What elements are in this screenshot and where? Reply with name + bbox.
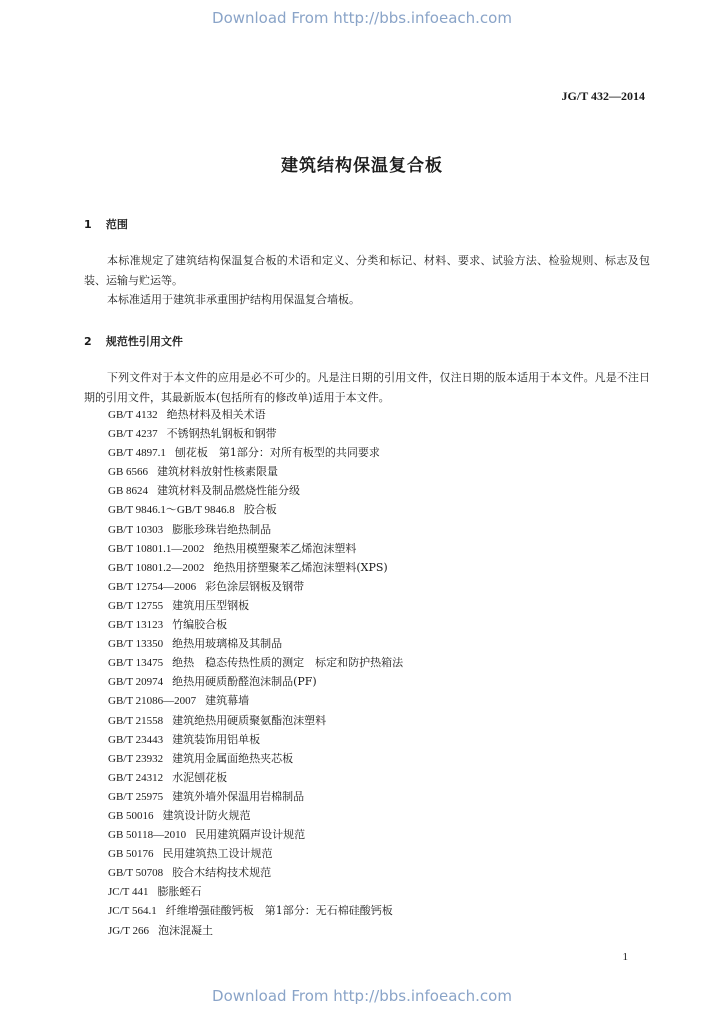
reference-code: GB/T 10801.1—2002	[108, 542, 205, 555]
section-2-heading	[84, 333, 183, 349]
reference-item	[108, 424, 403, 443]
reference-title: 绝热用硬质酚醛泡沫制品(PF)	[172, 675, 317, 689]
reference-code: GB/T 50708	[108, 867, 164, 880]
reference-title: 建筑设计防火规范	[162, 808, 251, 822]
reference-item	[108, 653, 403, 672]
reference-code: GB 50118—2010	[108, 829, 187, 842]
reference-item	[108, 844, 403, 863]
reference-code: GB/T 23443	[108, 733, 164, 746]
normative-references-list	[108, 405, 403, 940]
reference-title: 竹编胶合板	[172, 618, 228, 632]
reference-item	[108, 577, 403, 596]
reference-code: JC/T 564.1	[108, 905, 157, 918]
reference-title: 泡沫混凝土	[158, 923, 214, 937]
reference-item	[108, 806, 403, 825]
reference-code: JG/T 266	[108, 924, 150, 937]
reference-title: 绝热用模塑聚苯乙烯泡沫塑料	[213, 541, 357, 555]
reference-code: GB/T 25975	[108, 790, 164, 803]
section-title: 范围	[105, 218, 128, 231]
document-title: 建筑结构保温复合板	[281, 156, 443, 176]
reference-item	[108, 921, 403, 940]
reference-item	[108, 520, 403, 539]
section-1-heading	[84, 216, 128, 232]
watermark-bottom: Download From http://bbs.infoeach.com	[212, 987, 512, 1005]
reference-item	[108, 901, 403, 920]
reference-code: GB 8624	[108, 485, 149, 498]
reference-code: GB/T 4237	[108, 428, 158, 441]
reference-item	[108, 882, 403, 901]
reference-title: 膨胀蛭石	[157, 885, 202, 899]
reference-code: GB/T 4897.1	[108, 447, 166, 460]
reference-code: GB 6566	[108, 466, 149, 479]
reference-code: GB 50016	[108, 809, 154, 822]
reference-item	[108, 711, 403, 730]
page-number: 1	[622, 951, 628, 963]
section-number: 1	[84, 218, 92, 231]
reference-title: 建筑材料放射性核素限量	[157, 465, 279, 479]
watermark-top: Download From http://bbs.infoeach.com	[212, 9, 512, 27]
reference-title: 绝热 稳态传热性质的测定 标定和防护热箱法	[172, 656, 404, 670]
reference-item	[108, 634, 403, 653]
reference-code: GB/T 4132	[108, 409, 158, 421]
reference-item	[108, 863, 403, 882]
reference-code: GB/T 12754—2006	[108, 580, 197, 593]
reference-code: GB/T 21558	[108, 714, 164, 727]
reference-title: 绝热材料及相关术语	[166, 408, 266, 421]
reference-title: 建筑用金属面绝热夹芯板	[172, 751, 294, 765]
section-title: 规范性引用文件	[105, 335, 183, 348]
reference-title: 不锈钢热轧钢板和钢带	[166, 427, 277, 441]
reference-title: 彩色涂层钢板及钢带	[205, 579, 305, 593]
reference-title: 纤维增强硅酸钙板 第1部分：无石棉硅酸钙板	[165, 904, 393, 918]
reference-item	[108, 615, 403, 634]
reference-title: 建筑绝热用硬质聚氨酯泡沫塑料	[172, 713, 327, 727]
reference-code: JC/T 441	[108, 886, 149, 899]
reference-item	[108, 462, 403, 481]
reference-title: 胶合木结构技术规范	[172, 866, 272, 880]
reference-item	[108, 787, 403, 806]
reference-item	[108, 749, 403, 768]
scope-paragraph-2: 本标准适用于建筑非承重围护结构用保温复合墙板。	[107, 293, 360, 306]
reference-title: 民用建筑热工设计规范	[162, 847, 273, 861]
reference-code: GB/T 24312	[108, 771, 164, 784]
reference-title: 民用建筑隔声设计规范	[195, 828, 306, 842]
reference-title: 绝热用挤塑聚苯乙烯泡沫塑料(XPS)	[213, 560, 388, 574]
reference-title: 建筑外墙外保温用岩棉制品	[172, 789, 305, 803]
reference-item	[108, 596, 403, 615]
reference-title: 建筑材料及制品燃烧性能分级	[157, 484, 301, 498]
reference-item	[108, 539, 403, 558]
reference-item	[108, 691, 403, 710]
reference-item	[108, 730, 403, 749]
reference-item	[108, 443, 403, 462]
section-number: 2	[84, 335, 92, 348]
reference-code: GB/T 9846.1～GB/T 9846.8	[108, 504, 235, 517]
reference-item	[108, 405, 403, 424]
references-intro-paragraph: 下列文件对于本文件的应用是必不可少的。凡是注日期的引用文件，仅注日期的版本适用于本文件。凡是不注日期的引用文件，其最新版本(包括所有的修改单)适用于本文件。	[84, 371, 650, 404]
reference-code: GB/T 13123	[108, 619, 164, 632]
reference-item	[108, 768, 403, 787]
reference-title: 水泥刨花板	[172, 770, 228, 784]
reference-code: GB/T 12755	[108, 599, 164, 612]
reference-title: 刨花板 第1部分：对所有板型的共同要求	[174, 446, 380, 460]
reference-code: GB 50176	[108, 848, 154, 861]
reference-code: GB/T 10303	[108, 523, 164, 536]
reference-title: 建筑用压型钢板	[172, 598, 250, 612]
reference-code: GB/T 10801.2—2002	[108, 561, 205, 574]
scope-paragraph-1: 本标准规定了建筑结构保温复合板的术语和定义、分类和标记、材料、要求、试验方法、检验规则、标志及包装、运输与贮运等。	[84, 254, 650, 287]
reference-title: 建筑幕墙	[205, 694, 250, 708]
reference-title: 膨胀珍珠岩绝热制品	[172, 522, 272, 536]
reference-item	[108, 481, 403, 500]
reference-item	[108, 825, 403, 844]
reference-item	[108, 672, 403, 691]
reference-code: GB/T 20974	[108, 676, 164, 689]
reference-title: 胶合板	[243, 503, 277, 517]
standard-number: JG/T 432—2014	[561, 89, 645, 103]
reference-item	[108, 500, 403, 519]
reference-title: 绝热用玻璃棉及其制品	[172, 637, 283, 651]
reference-title: 建筑装饰用铝单板	[172, 732, 261, 746]
reference-item	[108, 558, 403, 577]
reference-code: GB/T 13475	[108, 657, 164, 670]
reference-code: GB/T 13350	[108, 638, 164, 651]
reference-code: GB/T 23932	[108, 752, 164, 765]
reference-code: GB/T 21086—2007	[108, 695, 197, 708]
